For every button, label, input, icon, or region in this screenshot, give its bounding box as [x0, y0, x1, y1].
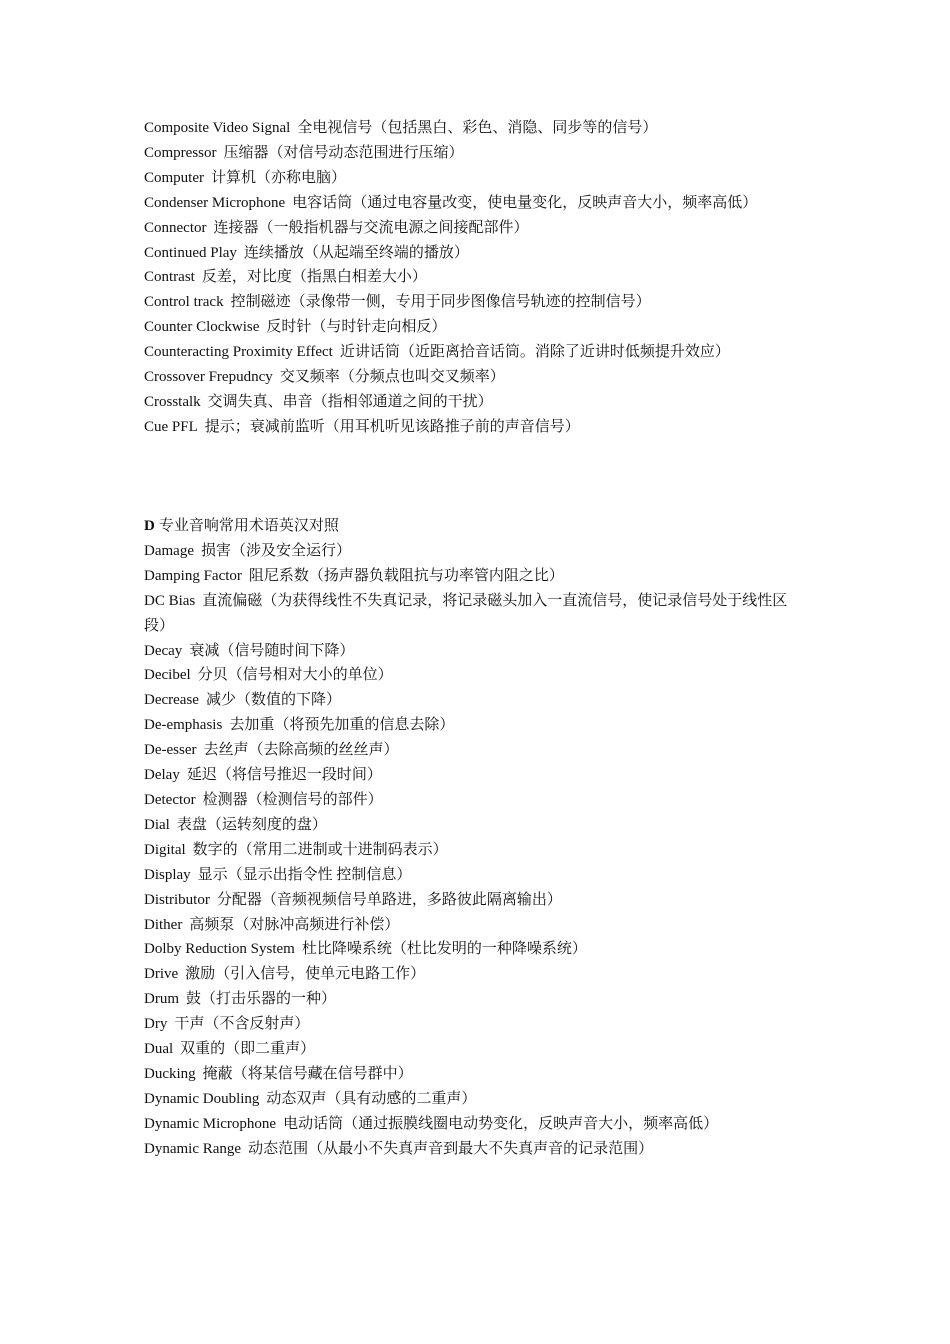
glossary-entry: [144, 191, 824, 216]
entry-definition: 交叉频率（分频点也叫交叉频率）: [279, 369, 505, 386]
glossary-entry: [144, 987, 824, 1012]
entry-term: Detector: [144, 791, 196, 808]
glossary-section-d: [144, 514, 824, 1162]
entry-definition: 衰减（信号随时间下降）: [189, 642, 355, 659]
entry-definition: 直流偏磁（为获得线性不失真记录，将记录磁头加入一直流信号，使记录信号处于线性区段）: [144, 592, 788, 634]
entry-definition: 损害（涉及安全运行）: [200, 542, 351, 559]
entry-definition: 提示；衰减前监听（用耳机听见该路推子前的声音信号）: [204, 418, 580, 435]
entry-definition: 检测器（检测信号的部件）: [202, 791, 383, 808]
entry-definition: 反时针（与时针走向相反）: [266, 319, 447, 336]
entry-term: Dynamic Doubling: [144, 1090, 260, 1107]
entry-definition: 鼓（打击乐器的一种）: [186, 991, 337, 1008]
entry-term: Dial: [144, 816, 170, 833]
entry-term: Computer: [144, 169, 204, 186]
entry-term: DC Bias: [144, 592, 196, 609]
entry-definition: 反差，对比度（指黑白相差大小）: [201, 269, 427, 286]
glossary-entry: [144, 166, 824, 191]
entry-definition: 显示（显示出指令性 控制信息）: [197, 866, 412, 883]
glossary-entry: [144, 962, 824, 987]
entry-definition: 动态范围（从最小不失真声音到最大不失真声音的记录范围）: [248, 1140, 654, 1157]
glossary-entry: [144, 1112, 824, 1137]
entry-term: De-emphasis: [144, 717, 223, 734]
entry-definition: 掩蔽（将某信号藏在信号群中）: [202, 1065, 413, 1082]
glossary-entry: [144, 763, 824, 788]
entry-definition: 表盘（运转刻度的盘）: [176, 816, 327, 833]
entry-term: Contrast: [144, 269, 195, 286]
entry-term: Ducking: [144, 1065, 196, 1082]
entry-definition: 连续播放（从起端至终端的播放）: [243, 244, 469, 261]
entry-term: Damping Factor: [144, 567, 242, 584]
glossary-entry: [144, 838, 824, 863]
glossary-entry: [144, 1087, 824, 1112]
entry-definition: 去加重（将预先加重的信息去除）: [229, 717, 455, 734]
entry-definition: 全电视信号（包括黑白、彩色、消隐、同步等的信号）: [297, 120, 658, 136]
entry-definition: 杜比降噪系统（杜比发明的一种降噪系统）: [301, 941, 587, 958]
glossary-entry: [144, 390, 824, 415]
glossary-entry: [144, 713, 824, 738]
entry-definition: 交调失真、串音（指相邻通道之间的干扰）: [207, 393, 493, 410]
glossary-entry: [144, 216, 824, 241]
entry-definition: 延迟（将信号推迟一段时间）: [186, 767, 382, 784]
glossary-entry: [144, 116, 824, 141]
entry-definition: 数字的（常用二进制或十进制码表示）: [192, 841, 448, 858]
glossary-entry: [144, 564, 824, 589]
glossary-entry: [144, 937, 824, 962]
entry-definition: 连接器（一般指机器与交流电源之间接配部件）: [213, 219, 529, 236]
entry-term: Cue PFL: [144, 418, 198, 435]
entry-definition: 双重的（即二重声）: [180, 1041, 316, 1058]
glossary-entry: [144, 788, 824, 813]
entry-term: Dither: [144, 916, 183, 933]
entry-definition: 去丝声（去除高频的丝丝声）: [203, 742, 399, 759]
glossary-entry: [144, 663, 824, 688]
entry-term: Drive: [144, 966, 179, 983]
entry-term: Counteracting Proximity Effect: [144, 344, 333, 361]
glossary-entry: [144, 913, 824, 938]
entry-definition: 压缩器（对信号动态范围进行压缩）: [223, 144, 464, 161]
glossary-entry: [144, 290, 824, 315]
entry-definition: 电容话筒（通过电容量改变，使电量变化，反映声音大小，频率高低）: [292, 194, 758, 211]
section-heading: [144, 514, 824, 539]
glossary-entry: [144, 688, 824, 713]
entry-term: Decrease: [144, 692, 199, 709]
glossary-entry: [144, 415, 824, 440]
entry-term: Dynamic Microphone: [144, 1115, 277, 1132]
entry-term: Connector: [144, 219, 207, 236]
entry-term: Dolby Reduction System: [144, 941, 295, 958]
entry-definition: 阻尼系数（扬声器负载阻抗与功率管内阻之比）: [248, 567, 564, 584]
entry-term: De-esser: [144, 742, 197, 759]
entry-term: Counter Clockwise: [144, 319, 260, 336]
glossary-entry: [144, 738, 824, 763]
entry-term: Delay: [144, 767, 180, 784]
glossary-entry: [144, 340, 824, 365]
entry-term: Digital: [144, 841, 186, 858]
glossary-entry: [144, 863, 824, 888]
entry-term: Dry: [144, 1016, 168, 1033]
entry-definition: 动态双声（具有动感的二重声）: [266, 1090, 477, 1107]
entry-term: Condenser Microphone: [144, 194, 286, 211]
glossary-section-c: [144, 116, 824, 440]
glossary-entry: [144, 639, 824, 664]
glossary-entry: [144, 1062, 824, 1087]
glossary-entry: [144, 241, 824, 266]
entry-term: Continued Play: [144, 244, 237, 261]
entry-term: Dual: [144, 1041, 174, 1058]
entry-definition: 干声（不含反射声）: [174, 1016, 310, 1033]
entry-definition: 计算机（亦称电脑）: [211, 169, 347, 186]
glossary-entry: [144, 888, 824, 913]
entry-term: Composite Video Signal: [144, 120, 291, 136]
glossary-entry: [144, 365, 824, 390]
entry-term: Crosstalk: [144, 393, 201, 410]
section-title: 专业音响常用术语英汉对照: [158, 518, 339, 534]
entry-term: Decibel: [144, 667, 191, 684]
entry-definition: 减少（数值的下降）: [205, 692, 341, 709]
glossary-entry: [144, 1137, 824, 1162]
entry-definition: 控制磁迹（录像带一侧，专用于同步图像信号轨迹的控制信号）: [230, 294, 651, 311]
glossary-entry: [144, 315, 824, 340]
entry-term: Control track: [144, 294, 224, 311]
section-letter: D: [144, 518, 155, 534]
entry-definition: 分贝（信号相对大小的单位）: [197, 667, 393, 684]
entry-term: Crossover Frepudncy: [144, 369, 273, 386]
entry-term: Drum: [144, 991, 179, 1008]
entry-definition: 激励（引入信号，使单元电路工作）: [185, 966, 426, 983]
entry-term: Decay: [144, 642, 183, 659]
entry-definition: 近讲话筒（近距离拾音话筒。消除了近讲时低频提升效应）: [339, 344, 730, 361]
entry-definition: 电动话筒（通过振膜线圈电动势变化，反映声音大小，频率高低）: [283, 1115, 719, 1132]
glossary-entry: [144, 589, 809, 639]
entry-term: Dynamic Range: [144, 1140, 242, 1157]
entry-definition: 高频泵（对脉冲高频进行补偿）: [189, 916, 400, 933]
entry-term: Distributor: [144, 891, 210, 908]
entry-term: Compressor: [144, 144, 217, 161]
glossary-entry: [144, 1012, 824, 1037]
glossary-entry: [144, 265, 824, 290]
glossary-entry: [144, 141, 824, 166]
entry-definition: 分配器（音频视频信号单路进，多路彼此隔离输出）: [216, 891, 562, 908]
glossary-entry: [144, 539, 824, 564]
entry-term: Display: [144, 866, 191, 883]
glossary-entry: [144, 813, 824, 838]
glossary-entry: [144, 1037, 824, 1062]
entry-term: Damage: [144, 542, 194, 559]
